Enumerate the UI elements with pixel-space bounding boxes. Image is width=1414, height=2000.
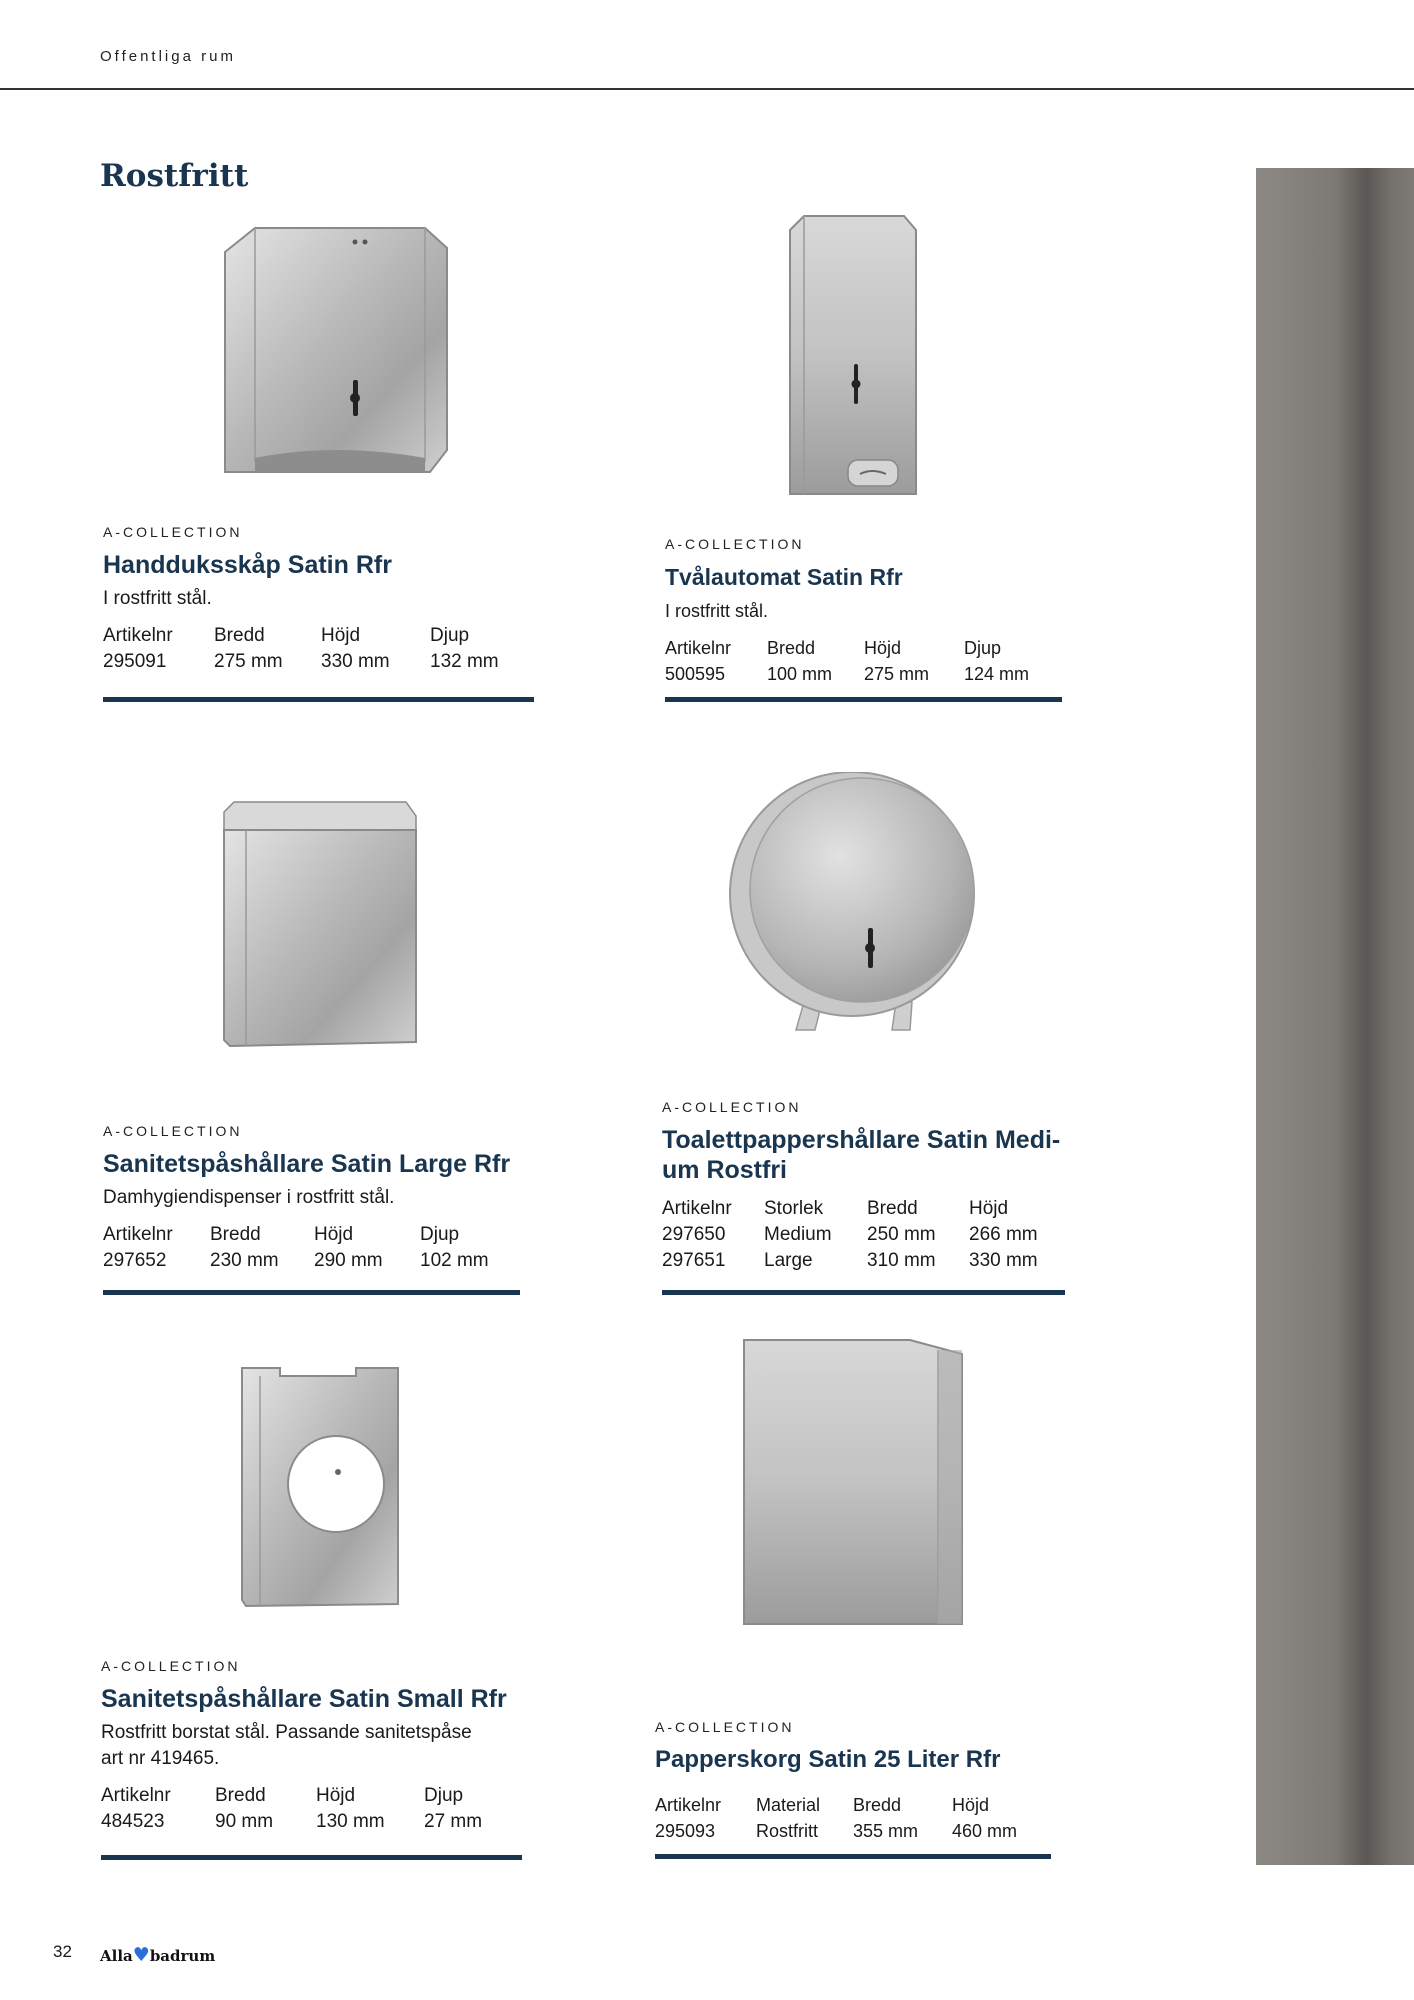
spec-table <box>665 636 1029 688</box>
product-divider <box>103 697 534 702</box>
product-divider <box>101 1855 522 1860</box>
spec-header: Bredd <box>767 638 816 658</box>
product-description: Rostfritt borstat stål. Passande sanitetspåse <box>101 1722 472 1743</box>
spec-cell: 102 mm <box>420 1250 489 1271</box>
toilet-paper-holder-photo <box>720 772 980 1037</box>
collection-label: A-COLLECTION <box>101 1658 241 1674</box>
spec-header-row <box>655 1793 1017 1819</box>
spec-header: Storlek <box>764 1198 824 1219</box>
sanitary-bag-holder-small-photo <box>238 1364 402 1610</box>
spec-header: Artikelnr <box>665 638 732 658</box>
spec-header: Bredd <box>867 1198 918 1219</box>
spec-cell: 266 mm <box>969 1224 1038 1245</box>
product-title: Handduksskåp Satin Rfr <box>103 551 392 579</box>
product-divider <box>103 1290 520 1295</box>
spec-header: Djup <box>964 638 1002 658</box>
product-towel-cabinet <box>103 524 533 676</box>
page-number: 32 <box>53 1942 72 1961</box>
product-description: I rostfritt stål. <box>103 588 212 609</box>
spec-header: Artikelnr <box>655 1795 722 1815</box>
spec-cell: 130 mm <box>316 1811 385 1832</box>
spec-header-row <box>665 636 1029 662</box>
spec-cell: 460 mm <box>952 1821 1018 1841</box>
spec-row <box>665 662 1029 688</box>
spec-header: Höjd <box>952 1795 990 1815</box>
product-divider <box>662 1290 1065 1295</box>
spec-cell: Medium <box>764 1224 832 1245</box>
product-title: Tvålautomat Satin Rfr <box>665 564 903 590</box>
waste-bin-photo <box>740 1336 968 1628</box>
spec-header: Höjd <box>969 1198 1009 1219</box>
spec-header: Artikelnr <box>662 1198 732 1219</box>
page-title: Rostfritt <box>100 158 249 194</box>
spec-header-row <box>101 1784 482 1810</box>
header-divider <box>0 88 1414 90</box>
product-divider <box>655 1854 1051 1859</box>
spec-cell: 132 mm <box>430 651 499 672</box>
spec-cell: 297650 <box>662 1224 726 1245</box>
spec-cell: 124 mm <box>964 664 1030 684</box>
spec-cell: 295091 <box>103 651 167 672</box>
product-sanitary-bag-holder-small <box>101 1658 561 1836</box>
spec-cell: 230 mm <box>210 1250 279 1271</box>
sanitary-bag-holder-large-photo <box>218 800 418 1050</box>
spec-cell: Rostfritt <box>756 1821 819 1841</box>
spec-table <box>655 1793 1017 1845</box>
section-label: Offentliga rum <box>100 48 236 65</box>
spec-header-row <box>662 1197 1038 1223</box>
spec-row <box>101 1810 482 1836</box>
spec-header-row <box>103 1223 489 1249</box>
spec-header: Höjd <box>864 638 902 658</box>
collection-label: A-COLLECTION <box>103 1123 243 1139</box>
spec-table <box>662 1197 1038 1275</box>
spec-cell: 310 mm <box>867 1250 936 1271</box>
spec-cell: 355 mm <box>853 1821 919 1841</box>
soap-dispenser-photo <box>782 212 922 502</box>
product-divider <box>665 697 1062 702</box>
heart-icon: ♥ <box>132 1944 150 1966</box>
spec-cell: Large <box>764 1250 813 1271</box>
product-title: Papperskorg Satin 25 Liter Rfr <box>655 1746 1001 1773</box>
spec-cell: 275 mm <box>214 651 283 672</box>
product-sanitary-bag-holder-large <box>103 1123 543 1275</box>
spec-cell: 297652 <box>103 1250 167 1271</box>
collection-label: A-COLLECTION <box>665 536 805 552</box>
product-toilet-paper-holder <box>662 1099 1082 1275</box>
towel-cabinet-photo <box>215 222 455 490</box>
spec-header: Höjd <box>321 625 361 646</box>
spec-cell: 90 mm <box>215 1811 274 1832</box>
collection-label: A-COLLECTION <box>655 1719 795 1735</box>
spec-cell: 250 mm <box>867 1224 936 1245</box>
product-soap-dispenser <box>665 536 1085 688</box>
spec-header: Höjd <box>316 1785 356 1806</box>
spec-header: Djup <box>430 625 470 646</box>
spec-cell: 330 mm <box>321 651 390 672</box>
spec-header: Bredd <box>215 1785 266 1806</box>
spec-cell: 27 mm <box>424 1811 483 1832</box>
product-description: I rostfritt stål. <box>665 601 769 621</box>
spec-cell: 275 mm <box>864 664 930 684</box>
collection-label: A-COLLECTION <box>662 1099 802 1115</box>
spec-header: Artikelnr <box>103 1224 173 1245</box>
spec-table <box>101 1784 482 1836</box>
collection-label: A-COLLECTION <box>103 524 243 540</box>
product-description-continued: art nr 419465. <box>101 1748 220 1769</box>
spec-cell: 297651 <box>662 1250 726 1271</box>
spec-header: Bredd <box>853 1795 902 1815</box>
spec-header-row <box>103 624 499 650</box>
product-title: Toalettpappershållare Satin Medi- <box>662 1126 1061 1154</box>
spec-table <box>103 1223 489 1275</box>
spec-cell: 484523 <box>101 1811 165 1832</box>
side-photo-strip <box>1256 168 1414 1865</box>
spec-cell: 100 mm <box>767 664 833 684</box>
spec-row <box>655 1819 1017 1845</box>
spec-row <box>103 1249 489 1275</box>
spec-header: Djup <box>420 1224 460 1245</box>
logo-text-right: badrum <box>149 1947 216 1965</box>
product-title-continued: um Rostfri <box>662 1156 787 1184</box>
spec-cell: 295093 <box>655 1821 716 1841</box>
spec-header: Material <box>756 1795 821 1815</box>
logo-text-left: Alla <box>100 1947 133 1965</box>
product-title: Sanitetspåshållare Satin Large Rfr <box>103 1150 511 1178</box>
spec-header: Artikelnr <box>103 625 173 646</box>
spec-row <box>103 650 499 676</box>
spec-cell: 330 mm <box>969 1250 1038 1271</box>
spec-header: Höjd <box>314 1224 354 1245</box>
spec-row <box>662 1249 1038 1275</box>
spec-row <box>662 1223 1038 1249</box>
spec-header: Artikelnr <box>101 1785 171 1806</box>
product-waste-bin <box>655 1719 1075 1845</box>
brand-logo <box>100 1944 215 1966</box>
spec-cell: 290 mm <box>314 1250 383 1271</box>
spec-header: Bredd <box>214 625 265 646</box>
product-description: Damhygiendispenser i rostfritt stål. <box>103 1187 395 1208</box>
spec-header: Bredd <box>210 1224 261 1245</box>
spec-cell: 500595 <box>665 664 726 684</box>
spec-header: Djup <box>424 1785 464 1806</box>
spec-table <box>103 624 499 676</box>
product-title: Sanitetspåshållare Satin Small Rfr <box>101 1685 507 1713</box>
